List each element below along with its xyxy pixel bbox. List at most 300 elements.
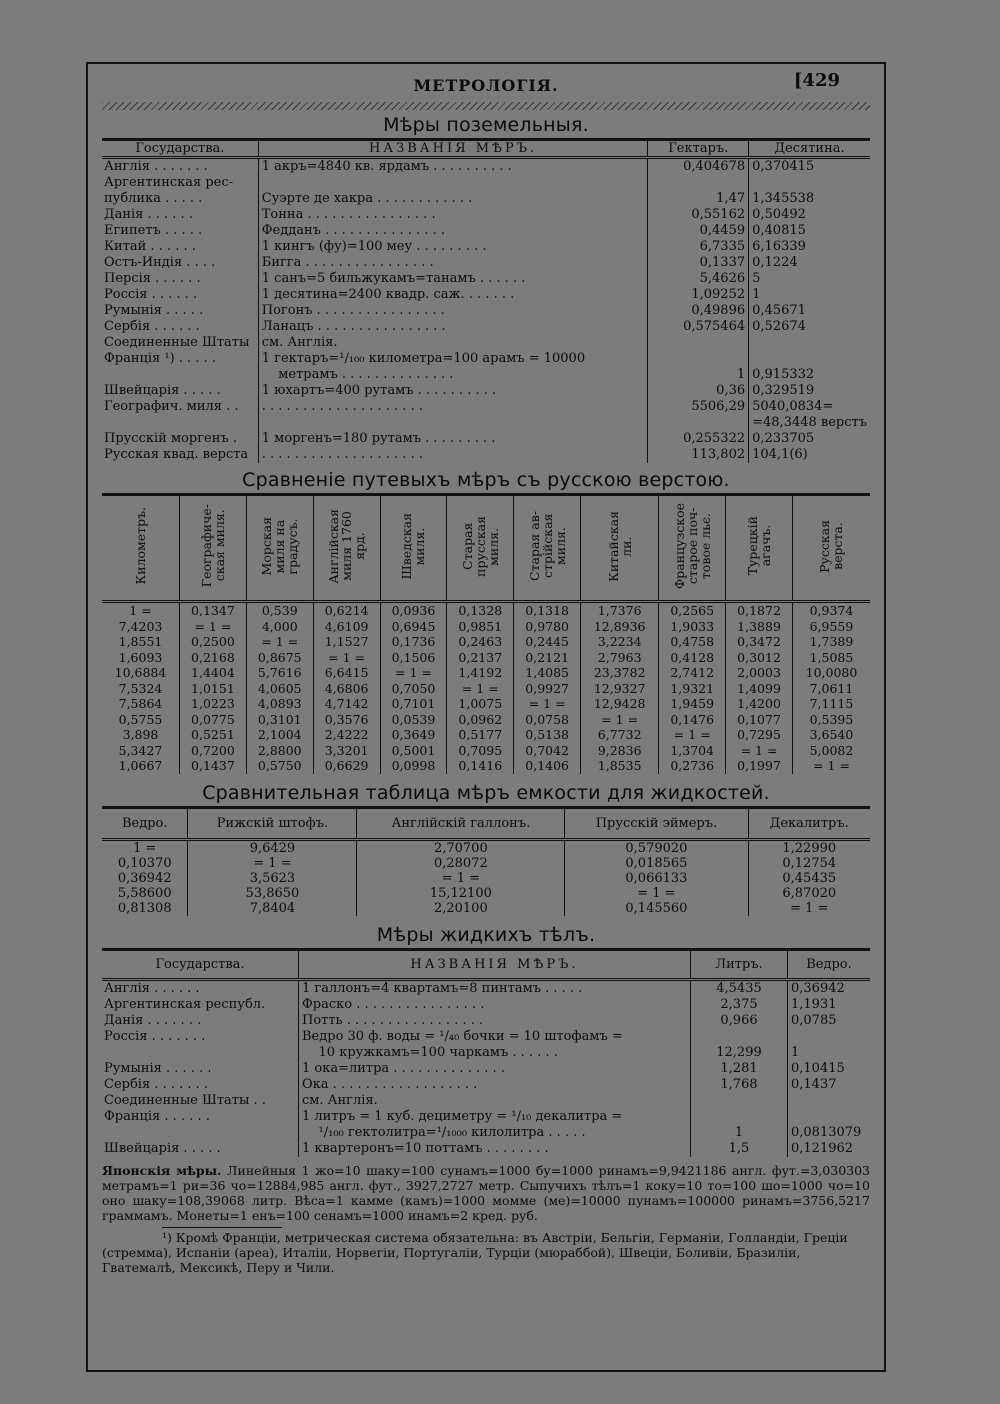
land-hectare: 113,802: [648, 447, 749, 463]
travel-cell: 10,6884: [114, 665, 167, 680]
travel-col-header: [380, 495, 447, 602]
travel-header-row: [102, 495, 870, 602]
land-row: [102, 319, 870, 335]
land-state: Остъ-Индія . . . .: [104, 255, 216, 270]
liquid-measure-name: 1 квартеронъ=10 поттамъ . . . . . . . .: [299, 1141, 691, 1157]
land-hectare: [648, 415, 749, 431]
travel-col-label: Китайская ли.: [605, 510, 634, 582]
liquid-state: Румынія . . . . . .: [104, 1060, 212, 1076]
travel-cell: 4,000: [246, 619, 313, 635]
capacity-cell: 0,018565: [565, 856, 748, 871]
liquid-state: Данія . . . . . . .: [104, 1012, 202, 1028]
liquid-col-name: НАЗВАНІЯ МѢРЪ.: [299, 949, 691, 979]
capacity-row: [102, 871, 870, 886]
liquid-vedro: 0,0813079: [788, 1125, 871, 1141]
land-measure-name: Бигга . . . . . . . . . . . . . . . .: [258, 255, 648, 271]
travel-cell: 0,9851: [447, 619, 514, 635]
land-row: [102, 335, 870, 351]
capacity-cell: 0,12754: [748, 856, 870, 871]
land-state: Русская квад. верста: [104, 447, 249, 462]
land-row: [102, 351, 870, 367]
land-state: Франція ¹) . . . . .: [104, 351, 216, 366]
travel-cell: 0,5750: [246, 758, 313, 774]
land-state: публика . . . . .: [104, 191, 203, 206]
travel-cell: 0,1997: [726, 758, 793, 774]
land-measure-name: 1 десятина=2400 квадр. саж. . . . . . .: [258, 287, 648, 303]
liquid-row: [102, 1029, 870, 1045]
land-measures-title: Мѣры поземельныя.: [383, 114, 589, 136]
capacity-cell: 0,579020: [565, 839, 748, 856]
travel-row: [102, 743, 870, 759]
capacity-cell: = 1 =: [357, 871, 565, 886]
land-row: [102, 415, 870, 431]
liquid-col-state: Государства.: [155, 956, 245, 972]
liquid-col-litre: Литръ.: [691, 949, 788, 979]
land-measures-table: [102, 138, 870, 463]
land-hectare: [648, 335, 749, 351]
land-state: Аргентинская рес-: [104, 175, 234, 190]
travel-cell: 1,8551: [118, 634, 163, 649]
travel-cell: 0,0758: [514, 712, 581, 728]
travel-cell: 0,6629: [313, 758, 380, 774]
travel-cell: 7,0611: [792, 681, 870, 697]
travel-cell: 1,8535: [581, 758, 659, 774]
liquid-litre: 1,768: [691, 1077, 788, 1093]
travel-cell: = 1 =: [581, 712, 659, 728]
capacity-col-header: Ведро.: [121, 815, 168, 831]
travel-cell: 3,898: [122, 727, 159, 742]
travel-cell: 1 =: [129, 603, 152, 618]
travel-col-header: [581, 495, 659, 602]
travel-cell: 0,1328: [447, 602, 514, 619]
travel-cell: 6,9559: [792, 619, 870, 635]
travel-cell: = 1 =: [726, 743, 793, 759]
land-row: [102, 158, 870, 176]
capacity-row: [102, 901, 870, 916]
liquid-vedro: 0,121962: [788, 1141, 871, 1157]
capacity-cell: 0,81308: [117, 900, 172, 916]
travel-row: [102, 650, 870, 666]
travel-cell: 1,0223: [180, 696, 247, 712]
travel-cell: 2,1004: [246, 727, 313, 743]
document-page: [86, 62, 886, 1372]
capacity-table: [102, 806, 870, 916]
travel-col-label: Старая ав- стрійская миля.: [526, 511, 568, 581]
land-state: Данія . . . . . .: [104, 207, 193, 222]
travel-col-header: [246, 495, 313, 602]
liquid-litre: 1: [691, 1125, 788, 1141]
liquid-litre: 1,281: [691, 1061, 788, 1077]
travel-cell: 0,2500: [180, 634, 247, 650]
land-measure-name: . . . . . . . . . . . . . . . . . . . .: [258, 447, 648, 463]
travel-cell: 12,8936: [581, 619, 659, 635]
travel-row: [102, 665, 870, 681]
land-desyatina: =48,3448 верстъ: [749, 415, 870, 431]
land-measure-name: метрамъ . . . . . . . . . . . . . .: [258, 367, 648, 383]
land-desyatina: 0,329519: [749, 383, 870, 399]
travel-cell: 0,9780: [514, 619, 581, 635]
travel-cell: 0,2736: [659, 758, 726, 774]
capacity-cell: 7,8404: [188, 901, 357, 916]
liquid-vedro: [788, 1093, 871, 1109]
land-col-desyatina: Десятина.: [749, 140, 870, 158]
capacity-cell: 6,87020: [748, 886, 870, 901]
travel-cell: 0,5177: [447, 727, 514, 743]
travel-cell: 4,6109: [313, 619, 380, 635]
liquid-vedro: 0,1437: [788, 1077, 871, 1093]
capacity-row: [102, 886, 870, 901]
travel-row: [102, 681, 870, 697]
capacity-cell: = 1 =: [188, 856, 357, 871]
travel-cell: 2,7412: [659, 665, 726, 681]
land-desyatina: 0,50492: [749, 207, 870, 223]
travel-cell: 0,1406: [514, 758, 581, 774]
travel-cell: = 1 =: [246, 634, 313, 650]
liquid-state: Россія . . . . . . .: [104, 1028, 206, 1044]
travel-col-label: Географиче- ская миля.: [198, 504, 227, 588]
travel-cell: 0,3101: [246, 712, 313, 728]
land-state: Англія . . . . . . .: [104, 159, 208, 174]
liquid-col-vedro: Ведро.: [788, 949, 871, 979]
land-measure-name: 1 юхартъ=400 рутамъ . . . . . . . . . .: [258, 383, 648, 399]
capacity-cell: 53,8650: [188, 886, 357, 901]
liquid-litre: 1,5: [691, 1141, 788, 1157]
land-state: Швейцарія . . . . .: [104, 383, 221, 398]
travel-col-header: [313, 495, 380, 602]
travel-col-header: [659, 495, 726, 602]
running-title: МЕТРОЛОГІЯ.: [413, 76, 559, 95]
travel-cell: 5,7616: [246, 665, 313, 681]
travel-cell: 9,2836: [581, 743, 659, 759]
capacity-cell: 0,10370: [117, 855, 172, 871]
ornamental-rule: [102, 102, 870, 110]
travel-cell: 1,7376: [581, 602, 659, 619]
travel-cell: 0,5251: [180, 727, 247, 743]
land-hectare: 1,09252: [648, 287, 749, 303]
land-row: [102, 223, 870, 239]
travel-cell: 2,7963: [581, 650, 659, 666]
travel-cell: = 1 =: [447, 681, 514, 697]
travel-cell: 3,2234: [581, 634, 659, 650]
liquid-state: Франція . . . . . .: [104, 1108, 210, 1124]
land-row: [102, 447, 870, 463]
travel-cell: 1,9459: [659, 696, 726, 712]
land-measure-name: Тонна . . . . . . . . . . . . . . . .: [258, 207, 648, 223]
liquid-litre: [691, 1093, 788, 1109]
liquid-vedro: 0,10415: [788, 1061, 871, 1077]
page-number: [429: [793, 70, 840, 91]
land-hectare: 5506,29: [648, 399, 749, 415]
travel-cell: 0,7200: [180, 743, 247, 759]
travel-row: [102, 602, 870, 619]
japanese-measures-note: [102, 1163, 870, 1223]
land-row: [102, 175, 870, 191]
travel-cell: 4,6806: [313, 681, 380, 697]
travel-cell: 23,3782: [581, 665, 659, 681]
land-row: [102, 399, 870, 415]
travel-cell: = 1 =: [313, 650, 380, 666]
travel-cell: 0,2121: [514, 650, 581, 666]
japanese-note-lead: Японскія мѣры.: [102, 1162, 222, 1178]
land-hectare: 0,55162: [648, 207, 749, 223]
travel-cell: 0,2137: [447, 650, 514, 666]
liquid-state: Англія . . . . . .: [104, 980, 200, 996]
capacity-cell: 2,20100: [357, 901, 565, 916]
land-row: [102, 383, 870, 399]
land-state: [102, 367, 258, 383]
travel-measures-table: [102, 493, 870, 774]
liquid-measure-name: см. Англія.: [299, 1093, 691, 1109]
capacity-header-row: [102, 807, 870, 839]
travel-cell: 0,3012: [726, 650, 793, 666]
land-row: [102, 367, 870, 383]
travel-cell: 0,1347: [180, 602, 247, 619]
liquid-row: [102, 1109, 870, 1125]
land-state: Египетъ . . . . .: [104, 223, 203, 238]
land-desyatina: 1,345538: [749, 191, 870, 207]
capacity-cell: 15,12100: [357, 886, 565, 901]
travel-cell: 1,9321: [659, 681, 726, 697]
liquid-state: [102, 1125, 299, 1141]
travel-cell: 0,0998: [380, 758, 447, 774]
travel-cell: 4,0605: [246, 681, 313, 697]
travel-cell: 0,3472: [726, 634, 793, 650]
travel-cell: 3,3201: [313, 743, 380, 759]
travel-cell: = 1 =: [792, 758, 870, 774]
travel-cell: 1,3889: [726, 619, 793, 635]
capacity-cell: = 1 =: [565, 886, 748, 901]
travel-cell: 0,6214: [313, 602, 380, 619]
liquid-measure-name: Потть . . . . . . . . . . . . . . . . .: [299, 1013, 691, 1029]
land-hectare: 0,575464: [648, 319, 749, 335]
land-hectare: [648, 175, 749, 191]
land-hectare: 0,49896: [648, 303, 749, 319]
travel-cell: 0,5395: [792, 712, 870, 728]
land-hectare: 0,36: [648, 383, 749, 399]
travel-cell: 12,9428: [581, 696, 659, 712]
liquid-state: Швейцарія . . . . .: [104, 1140, 221, 1156]
capacity-cell: 0,145560: [565, 901, 748, 916]
land-desyatina: [749, 175, 870, 191]
travel-cell: 0,2463: [447, 634, 514, 650]
travel-col-header: [102, 495, 180, 602]
capacity-row: [102, 856, 870, 871]
land-hectare: 5,4626: [648, 271, 749, 287]
travel-row: [102, 696, 870, 712]
liquid-measure-name: Фраско . . . . . . . . . . . . . . . .: [299, 997, 691, 1013]
land-desyatina: 1: [749, 287, 870, 303]
land-hectare: 1,47: [648, 191, 749, 207]
land-hectare: 0,255322: [648, 431, 749, 447]
travel-cell: 10,0080: [792, 665, 870, 681]
liquid-measure-name: 10 кружкамъ=100 чаркамъ . . . . . .: [299, 1045, 691, 1061]
travel-cell: 1,6093: [118, 649, 163, 665]
travel-measures-title: Сравненіе путевыхъ мѣръ съ русскою верстою.: [242, 469, 730, 491]
travel-cell: 0,1872: [726, 602, 793, 619]
travel-cell: 12,9327: [581, 681, 659, 697]
travel-cell: 1,9033: [659, 619, 726, 635]
liquid-litre: 2,375: [691, 997, 788, 1013]
travel-cell: 4,0893: [246, 696, 313, 712]
land-hectare: [648, 351, 749, 367]
travel-cell: 1,7389: [792, 634, 870, 650]
travel-cell: 0,5138: [514, 727, 581, 743]
land-measure-name: см. Англія.: [258, 335, 648, 351]
travel-col-label: Французское старое поч- товое льє.: [671, 502, 713, 590]
travel-cell: 0,1736: [380, 634, 447, 650]
land-desyatina: 0,45671: [749, 303, 870, 319]
travel-cell: 6,7732: [581, 727, 659, 743]
land-hectare: 0,1337: [648, 255, 749, 271]
travel-cell: 0,8675: [246, 650, 313, 666]
liquid-vedro: 1: [788, 1045, 871, 1061]
travel-cell: 0,9927: [514, 681, 581, 697]
land-measure-name: [258, 415, 648, 431]
travel-cell: 0,7101: [380, 696, 447, 712]
travel-cell: 0,2565: [659, 602, 726, 619]
land-desyatina: 0,40815: [749, 223, 870, 239]
land-measure-name: [258, 175, 648, 191]
land-measure-name: . . . . . . . . . . . . . . . . . . . .: [258, 399, 648, 415]
capacity-row: [102, 839, 870, 856]
liquid-litre: [691, 1029, 788, 1045]
capacity-cell: 0,45435: [748, 871, 870, 886]
travel-row: [102, 712, 870, 728]
travel-row: [102, 727, 870, 743]
liquid-state: Аргентинская республ.: [104, 996, 266, 1012]
land-state: Географич. миля . .: [104, 399, 239, 414]
travel-cell: 3,6540: [792, 727, 870, 743]
travel-cell: 0,1416: [447, 758, 514, 774]
land-desyatina: 0,1224: [749, 255, 870, 271]
travel-cell: 0,9374: [792, 602, 870, 619]
travel-cell: 1,4404: [180, 665, 247, 681]
travel-cell: 0,3649: [380, 727, 447, 743]
travel-cell: 1,5085: [792, 650, 870, 666]
land-row: [102, 255, 870, 271]
travel-cell: 1,0075: [447, 696, 514, 712]
liquid-row: [102, 979, 870, 997]
liquid-row: [102, 1141, 870, 1157]
capacity-table-title: Сравнительная таблица мѣръ емкости для жидкостей.: [202, 781, 770, 804]
land-desyatina: 0,915332: [749, 367, 870, 383]
travel-cell: 0,0775: [180, 712, 247, 728]
land-row: [102, 431, 870, 447]
travel-cell: 7,5864: [118, 696, 163, 711]
land-desyatina: 0,52674: [749, 319, 870, 335]
travel-cell: 0,2168: [180, 650, 247, 666]
travel-col-label: Километръ.: [133, 507, 148, 585]
travel-cell: 6,6415: [313, 665, 380, 681]
travel-cell: = 1 =: [514, 696, 581, 712]
japanese-note-text: Линейныя 1 жо=10 шаку=100 сунамъ=1000 бу=1000 ринамъ=9,9421186 англ. фут.=3,030303 метрамъ=1 ри=36 чо=12884,985 англ. фут., 3927,2727 метр. Сыпучихъ тѣлъ=1 коку=10 то=100 шо=1000 чо=10 оно шаку=108,39068 литр. Вѣса=1 камме (камъ)=1000 момме (ме)=10000 пунамъ=100000 ринамъ=3756,5217 граммамъ. Монеты=1 енъ=100 сенамъ=1000 инамъ=2 кред. руб.: [102, 1162, 870, 1223]
travel-cell: 0,7295: [726, 727, 793, 743]
land-col-hectare: Гектаръ.: [648, 140, 749, 158]
liquid-measure-name: 1 литръ = 1 куб. дециметру = ¹/₁₀ декалитра =: [299, 1109, 691, 1125]
land-desyatina: 0,233705: [749, 431, 870, 447]
land-state: Румынія . . . . .: [104, 303, 204, 318]
land-state: Сербія . . . . . .: [104, 319, 200, 334]
travel-cell: 1,0667: [118, 758, 163, 773]
land-header-row: [102, 140, 870, 158]
land-row: [102, 271, 870, 287]
travel-col-header: [447, 495, 514, 602]
travel-cell: 0,3576: [313, 712, 380, 728]
travel-cell: 2,0003: [726, 665, 793, 681]
liquid-litre: 12,299: [691, 1045, 788, 1061]
liquid-litre: 0,966: [691, 1013, 788, 1029]
land-measure-name: 1 акръ=4840 кв. ярдамъ . . . . . . . . . .: [258, 158, 648, 176]
land-state: Персія . . . . . .: [104, 271, 201, 286]
liquid-litre: 4,5435: [691, 979, 788, 997]
capacity-col-header: Декалитръ.: [748, 807, 870, 839]
travel-cell: 7,4203: [118, 618, 163, 634]
land-hectare: 1: [648, 367, 749, 383]
liquid-row: [102, 1077, 870, 1093]
land-col-state: Государства.: [135, 141, 225, 156]
travel-cell: 0,0936: [380, 602, 447, 619]
liquid-row: [102, 1125, 870, 1141]
footnote: ¹) Кромѣ Франціи, метрическая система обязательна: въ Австріи, Бельгіи, Германіи, Голландіи, Греціи (стремма), Испаніи (ареа), Италіи, Норвегіи, Португаліи, Турціи (мюраббой), Швеціи, Боливіи, Бразиліи, Гватемалѣ, Мексикѣ, Перу и Чили.: [102, 1229, 848, 1275]
liquid-measures-table: [102, 948, 870, 1157]
travel-cell: 5,0082: [792, 743, 870, 759]
land-desyatina: [749, 351, 870, 367]
travel-col-header: [792, 495, 870, 602]
liquid-measure-name: 1 ока=литра . . . . . . . . . . . . . .: [299, 1061, 691, 1077]
travel-row: [102, 634, 870, 650]
travel-col-label: Шведская миля.: [399, 512, 428, 580]
liquid-vedro: 0,0785: [788, 1013, 871, 1029]
travel-cell: 1,4200: [726, 696, 793, 712]
travel-cell: 2,8800: [246, 743, 313, 759]
travel-cell: = 1 =: [659, 727, 726, 743]
land-state: [102, 415, 258, 431]
capacity-cell: = 1 =: [748, 901, 870, 916]
land-measure-name: Суэрте де хакра . . . . . . . . . . . .: [258, 191, 648, 207]
travel-cell: 0,1318: [514, 602, 581, 619]
running-header: [102, 66, 870, 102]
travel-cell: 0,539: [246, 602, 313, 619]
land-hectare: 6,7335: [648, 239, 749, 255]
land-desyatina: 6,16339: [749, 239, 870, 255]
travel-row: [102, 619, 870, 635]
liquid-litre: [691, 1109, 788, 1125]
capacity-cell: 2,70700: [357, 839, 565, 856]
travel-cell: 1,4099: [726, 681, 793, 697]
liquid-vedro: [788, 1109, 871, 1125]
liquid-vedro: [788, 1029, 871, 1045]
liquid-state: [102, 1045, 299, 1061]
capacity-cell: 5,58600: [117, 885, 172, 901]
liquid-measure-name: Ока . . . . . . . . . . . . . . . . . .: [299, 1077, 691, 1093]
travel-cell: 1,0151: [180, 681, 247, 697]
capacity-cell: 1,22990: [748, 839, 870, 856]
travel-cell: 0,4758: [659, 634, 726, 650]
capacity-cell: 0,36942: [117, 870, 172, 886]
land-measure-name: Погонъ . . . . . . . . . . . . . . . .: [258, 303, 648, 319]
liquid-measure-name: ¹/₁₀₀ гектолитра=¹/₁₀₀₀ килолитра . . . . .: [299, 1125, 691, 1141]
capacity-cell: 1 =: [133, 840, 157, 856]
land-state: Россія . . . . . .: [104, 287, 198, 302]
travel-cell: 4,7142: [313, 696, 380, 712]
liquid-measure-name: Ведро 30 ф. воды = ¹/₄₀ бочки = 10 штофамъ =: [299, 1029, 691, 1045]
travel-cell: 0,1476: [659, 712, 726, 728]
travel-cell: 1,4085: [514, 665, 581, 681]
travel-cell: 1,3704: [659, 743, 726, 759]
travel-col-label: Старая прусская миля.: [459, 515, 501, 577]
travel-cell: 2,4222: [313, 727, 380, 743]
travel-cell: 0,7050: [380, 681, 447, 697]
